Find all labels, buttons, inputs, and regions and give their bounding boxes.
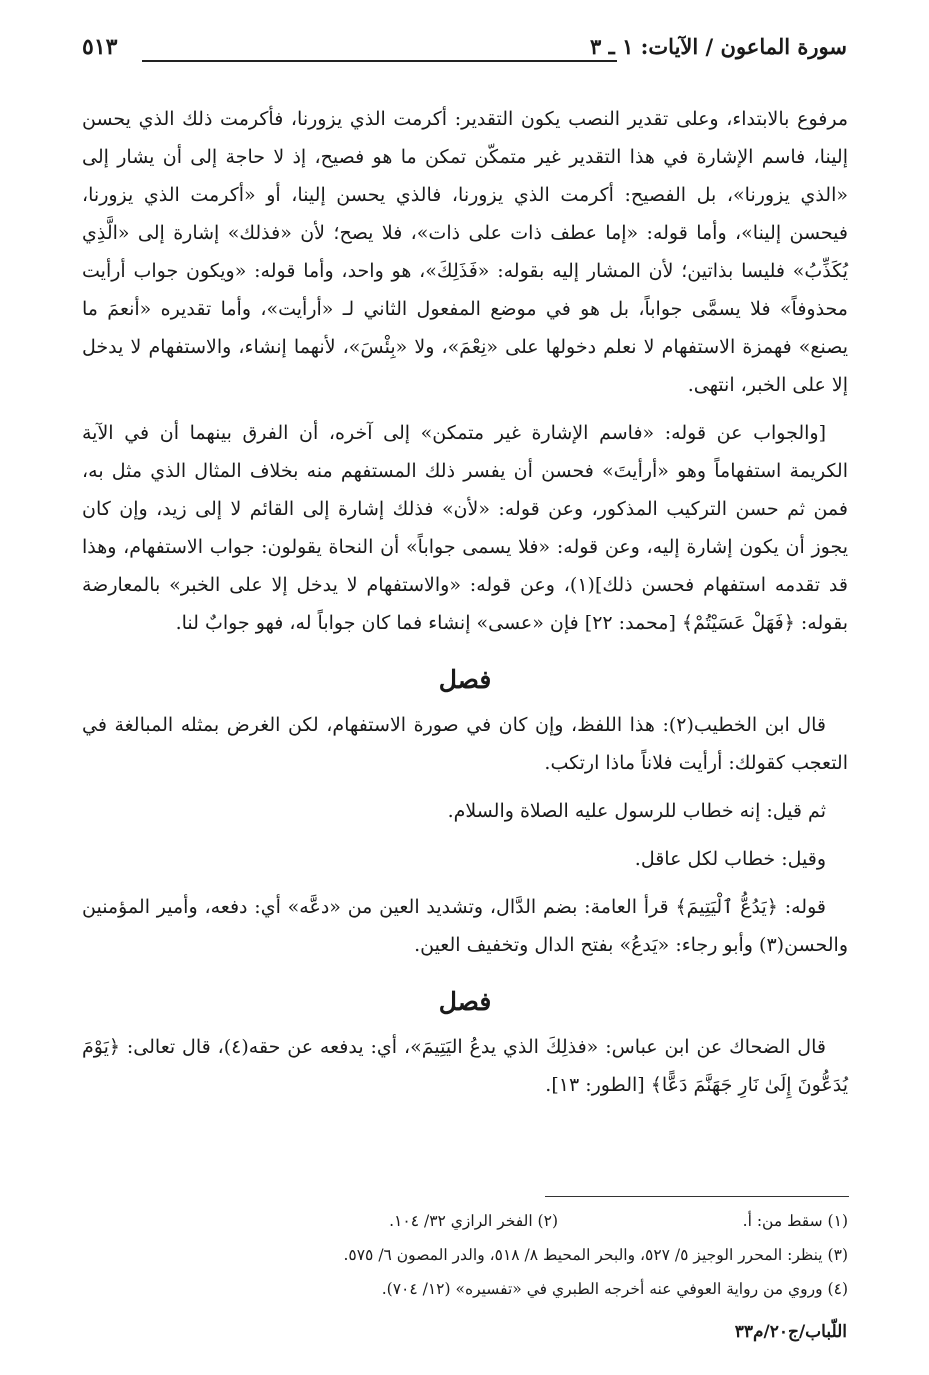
printer-signature: اللّباب/ج٢٠/م٣٣ xyxy=(734,1322,847,1342)
footnote-row xyxy=(82,1204,848,1238)
paragraph-6: قوله: ﴿يَدُعُّ ٱلْيَتِيمَ﴾ قرأ العامة: بضم الدَّال، وتشديد العين من «دعَّه» أي: دفعه، وأمير المؤمنين والحسن(٣) وأبو رجاء: «يَدعُ» بفتح الدال وتخفيف العين. xyxy=(82,896,848,956)
surah-title: سورة الماعون / الآيات: ١ ـ ٣ xyxy=(590,34,847,59)
section-heading-2: فصل xyxy=(438,987,492,1016)
footnote-3: (٣) ينظر: المحرر الوجيز ٥/ ٥٢٧، والبحر المحيط ٨/ ٥١٨، والدر المصون ٦/ ٥٧٥. xyxy=(343,1246,848,1264)
footnotes xyxy=(82,1204,848,1306)
footnote-4: (٤) وروي من رواية العوفي عنه أخرجه الطبري في «تفسيره» (١٢/ ٧٠٤). xyxy=(381,1280,848,1298)
main-text xyxy=(82,100,848,1104)
paragraph-7: قال الضحاك عن ابن عباس: «فذلِكَ الذي يدعُ اليَتِيمَ»، أي: يدفعه عن حقه(٤)، قال تعالى: ﴿يَوْمَ يُدَعُّونَ إِلَىٰ نَارِ جَهَنَّمَ دَعًّا﴾ [الطور: ١٣]. xyxy=(82,1036,848,1096)
footnote-2: (٢) الفخر الرازي ٣٢/ ١٠٤. xyxy=(389,1212,558,1230)
paragraph-2: [والجواب عن قوله: «فاسم الإشارة غير متمكن» إلى آخره، أن الفرق بينهما أن في الآية الكريمة استفهاماً وهو «أرأيتَ» فحسن أن يفسر ذلك المستفهم منه بخلاف المثال الذي مثل به، فمن ثم حسن التركيب المذكور، وعن قوله: «لأن» فذلك إشارة إلى القائم لا إلى زيد، وإن كان يجوز أن يكون إشارة إليه، وعن قوله: «فلا يسمى جواباً» أن النحاة يقولون: جواب الاستفهام، وهذا قد تقدمه استفهام فحسن ذلك](١)، وعن قوله: «والاستفهام لا يدخل إلا على الخبر» بالمعارضة بقوله: ﴿فَهَلْ عَسَيْتُمْ﴾ [محمد: ٢٢] فإن «عسى» إنشاء فما كان جواباً له، فهو جوابٌ لنا. xyxy=(82,422,848,634)
page-number: ٥١٣ xyxy=(82,34,118,60)
running-header xyxy=(82,30,847,70)
footnote-rule xyxy=(545,1196,849,1197)
paragraph-4: ثم قيل: إنه خطاب للرسول عليه الصلاة والسلام. xyxy=(447,800,826,822)
paragraph-5: وقيل: خطاب لكل عاقل. xyxy=(634,848,826,870)
paragraph-3: قال ابن الخطيب(٢): هذا اللفظ، وإن كان في صورة الاستفهام، لكن الغرض بمثله المبالغة في التعجب كقولك: أرأيت فلاناً ماذا ارتكب. xyxy=(82,714,848,774)
paragraph-1: مرفوع بالابتداء، وعلى تقدير النصب يكون التقدير: أكرمت الذي يزورنا، فأكرمت ذلك الذي يحسن إلينا، فاسم الإشارة في هذا التقدير غير متمكّن تمكن ما هو فصيح، إذ لا حاجة إلى أن يشار إلى «الذي يزورنا»، بل الفصيح: أكرمت الذي يزورنا، فالذي يحسن إلينا، أو «أكرمت الذي يزورنا، فيحسن إلينا»، وأما قوله: «إما عطف ذات على ذات»، فلا يصح؛ لأن «فذلك» إشارة إلى «الَّذِي يُكَذِّبُ» فليسا بذاتين؛ لأن المشار إليه بقوله: «فَذَلِكَ»، هو واحد، وأما قوله: «ويكون جواب أرأيت محذوفاً» فلا يسمَّى جواباً، بل هو في موضع المفعول الثاني لـ «أرأيت»، وأما تقديره «أنعمَ ما يصنع» فهمزة الاستفهام لا نعلم دخولها على «نِعْمَ»، ولا «بِئْسَ»، لأنهما إنشاء، والاستفهام لا يدخل إلا على الخبر، انتهى. xyxy=(82,108,848,396)
section-heading-1: فصل xyxy=(438,665,492,694)
footnote-1: (١) سقط من: أ. xyxy=(742,1212,848,1230)
header-rule xyxy=(142,60,617,62)
